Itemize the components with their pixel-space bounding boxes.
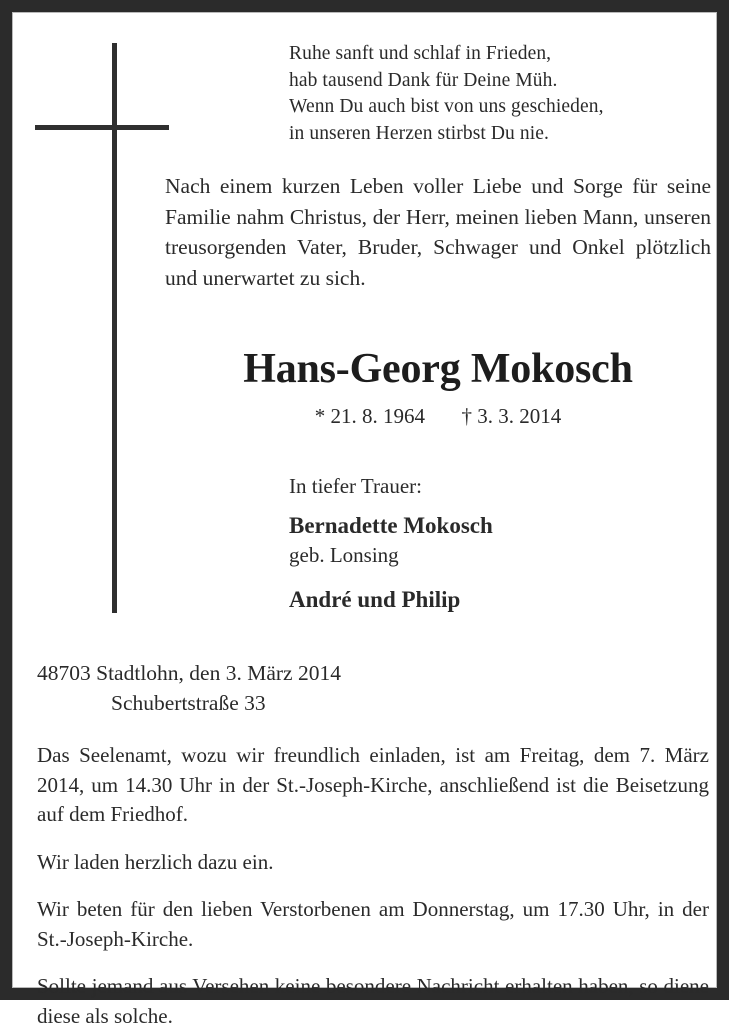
verse-line: hab tausend Dank für Deine Müh.: [289, 69, 558, 91]
service-paragraph: Das Seelenamt, wozu wir freundlich einladen, ist am Freitag, dem 7. März 2014, um 14.30 Uhr in der St.-Joseph-Kirche, anschließend ist die Beisetzung auf dem Friedhof.: [37, 743, 709, 826]
deceased-block: [165, 343, 711, 431]
verse-line: Wenn Du auch bist von uns geschieden,: [289, 96, 604, 117]
place-and-date-block: [37, 658, 707, 718]
service-details-block: [37, 741, 709, 1031]
obituary-paper: [12, 12, 717, 1028]
announcement-paragraph: Nach einem kurzen Leben voller Liebe und Sorge für seine Familie nahm Christus, der Herr, meinen lieben Mann, unseren treusorgenden Vater, Bruder, Schwager und Onkel plötzlich und unerwartet zu sich.: [165, 174, 711, 290]
service-paragraph: Sollte jemand aus Versehen keine besondere Nachricht erhalten haben, so diene diese als solche.: [37, 974, 709, 1028]
mourner-primary-maiden-name: geb. Lonsing: [289, 543, 399, 567]
street-address-line: Schubertstraße 33: [111, 691, 266, 715]
christian-cross-icon: [35, 43, 175, 613]
birth-symbol: *: [314, 404, 326, 428]
verse-line: Ruhe sanft und schlaf in Frieden,: [289, 43, 552, 64]
deceased-life-dates: [165, 401, 711, 431]
memorial-verse: [289, 41, 709, 147]
mourners-block: [289, 471, 709, 615]
mourner-primary-name: Bernadette Mokosch: [289, 513, 493, 538]
mourner-children-names: André und Philip: [289, 587, 461, 612]
birth-date: 21. 8. 1964: [330, 404, 425, 428]
cross-vertical-bar: [112, 43, 117, 613]
deceased-name: Hans-Georg Mokosch: [243, 346, 633, 392]
mourners-label: In tiefer Trauer:: [289, 474, 422, 498]
verse-line: in unseren Herzen stirbst Du nie.: [289, 122, 549, 144]
death-date: 3. 3. 2014: [477, 404, 562, 428]
service-paragraph: Wir beten für den lieben Verstorbenen am Donnerstag, um 17.30 Uhr, in der St.-Joseph-Kirche.: [37, 897, 709, 951]
service-paragraph: Wir laden herzlich dazu ein.: [37, 849, 274, 874]
city-and-date-line: 48703 Stadtlohn, den 3. März 2014: [37, 661, 341, 685]
cross-horizontal-bar: [35, 125, 169, 130]
death-symbol: †: [461, 404, 472, 428]
